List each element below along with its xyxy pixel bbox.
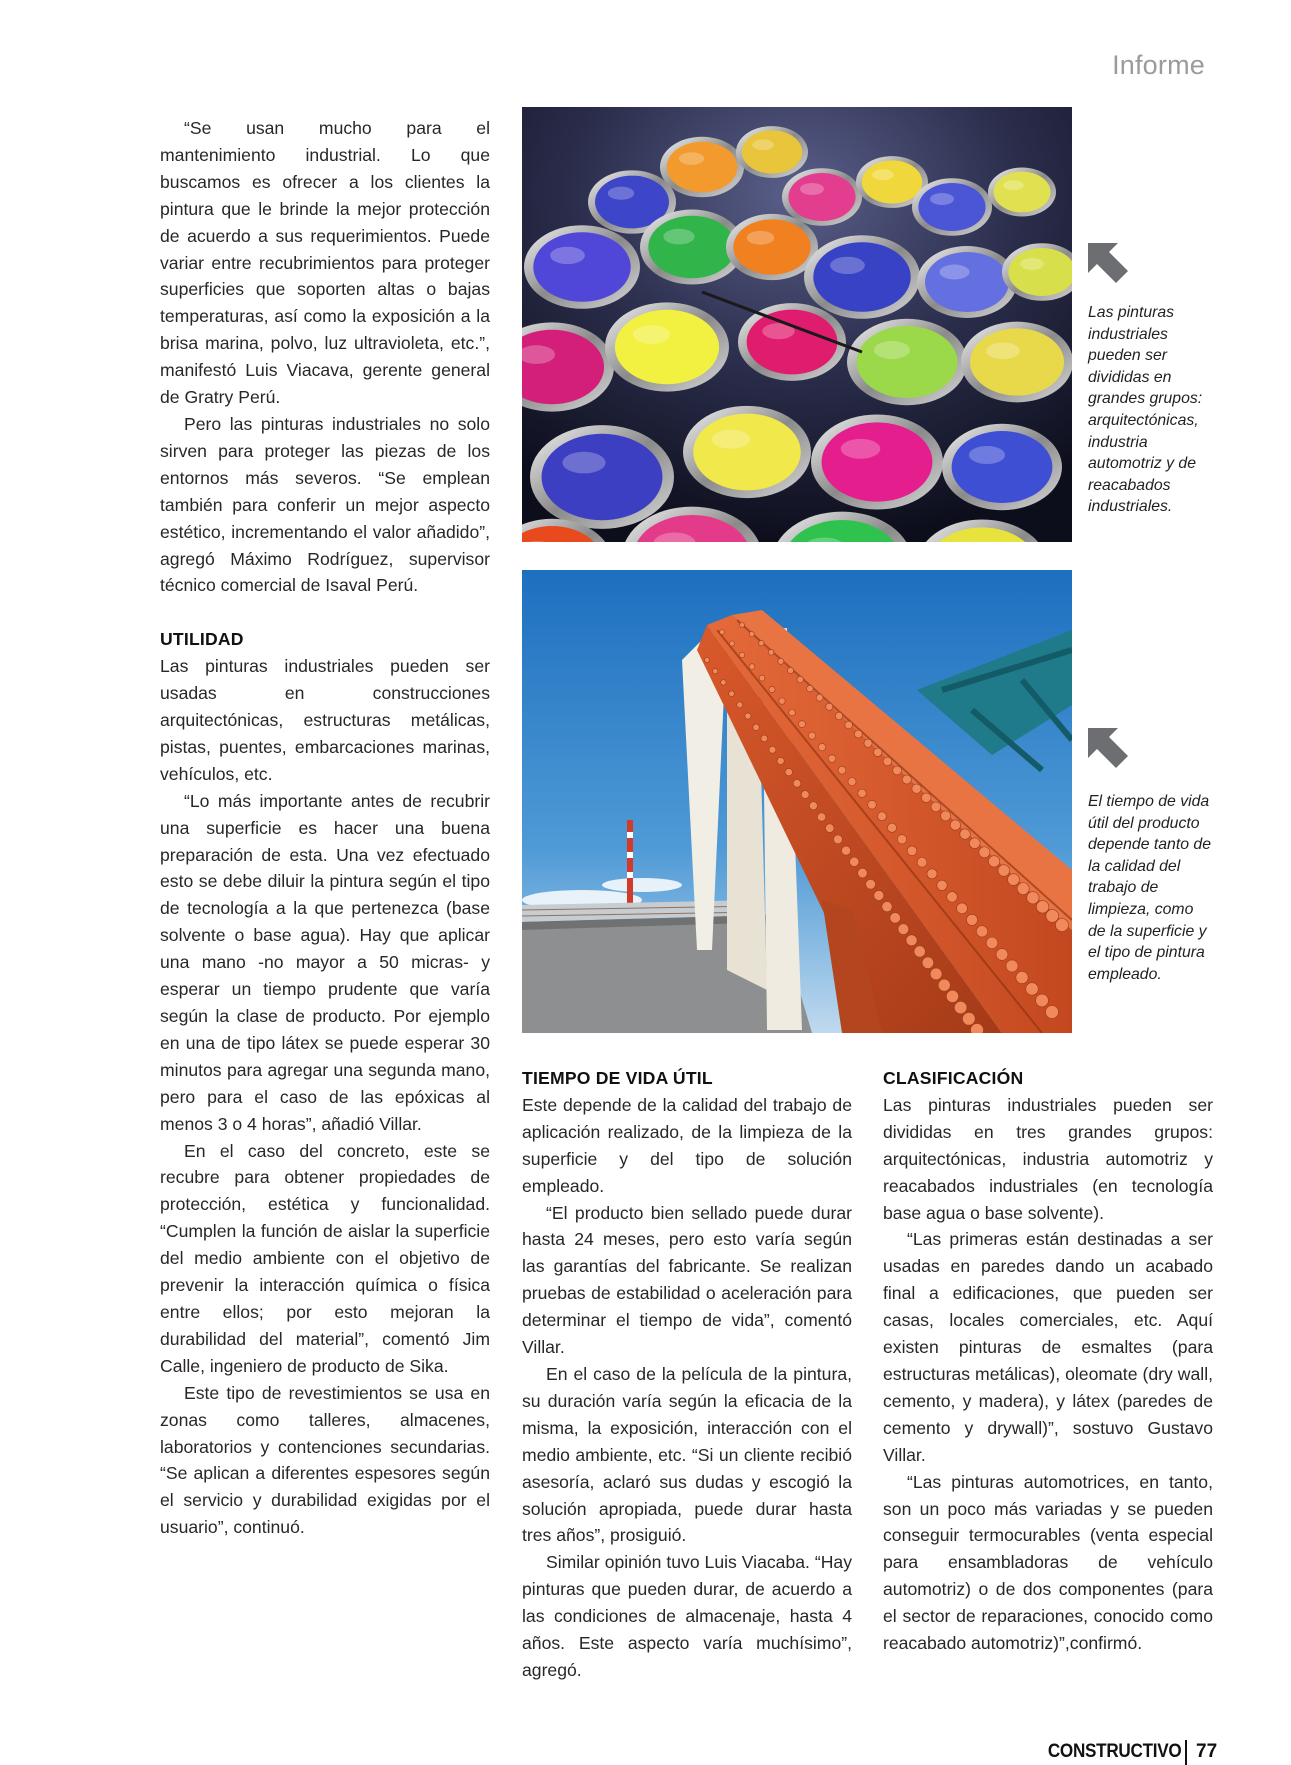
page-number: 77 [1196,1741,1218,1762]
magazine-brand: CONSTRUCTIVO [1047,1741,1181,1762]
paragraph: “Las pinturas automotrices, en tanto, son un poco más variadas y se pueden conseguir termocurables (venta especial para ensambladoras de vehículo automotriz) o de dos componentes (para el sector de reparaciones, conocido como reacabado automotriz)”,confirmó. [883,1471,1213,1654]
section-heading-clasificacion: CLASIFICACIÓN [883,1068,1024,1088]
section-heading-utilidad: UTILIDAD [160,629,244,650]
arrow-up-left-icon [1088,243,1130,290]
paragraph: En el caso de la película de la pintura, su duración varía según la eficacia de la misma, la exposición, interacción con el medio ambiente, etc. “Si un cliente recibió asesoría, aclaró sus dudas y escogió la solución apropiada, puede durar hasta tres años”, prosiguió. [522,1363,852,1546]
paragraph: Las pinturas industriales pueden ser divididas en tres grandes grupos: arquitectónicas, industria automotriz y reacabados industriales (en tecnología base agua o base solvente). [883,1094,1213,1223]
paragraph: “El producto bien sellado puede durar hasta 24 meses, pero esto varía según las garantías del fabricante. Se realizan pruebas de estabilidad o aceleración para determinar el tiempo de vida”, comentó Villar. [522,1202,852,1358]
section-heading-tiempo: TIEMPO DE VIDA ÚTIL [522,1068,713,1088]
paragraph: “Las primeras están destinadas a ser usadas en paredes dando un acabado final a edificaciones, que pueden ser casas, locales comerciales, etc. Aquí existen pinturas de esmaltes (para estructuras metálicas), oleomate (dry wall, cemento, y madera), y látex (paredes de cemento y drywall)”, sostuvo Gustavo Villar. [883,1229,1213,1465]
left-column [160,115,490,1541]
section-label: Informe [1112,50,1205,80]
middle-column [522,1065,852,1684]
right-column [883,1065,1213,1657]
paragraph: “Se usan mucho para el mantenimiento industrial. Lo que buscamos es ofrecer a los clientes la pintura que le brinde la mejor protección de acuerdo a sus requerimientos. Puede variar entre recubrimientos para proteger superficies que soporten altas o bajas temperaturas, así como la exposición a la brisa marina, polvo, luz ultravioleta, etc.”, manifestó Luis Viacava, gerente general de Gratry Perú. [160,118,490,408]
paint-cans-photo [522,107,1072,542]
paragraph: Pero las pinturas industriales no solo sirven para proteger las piezas de los entornos más severos. “Se emplean también para conferir un mejor aspecto estético, incrementando el valor añadido”, agregó Máximo Rodríguez, supervisor técnico comercial de Isaval Perú. [160,413,490,596]
paragraph: Este depende de la calidad del trabajo de aplicación realizado, de la limpieza de la superficie y del tipo de solución empleado. [522,1094,852,1196]
paragraph: Similar opinión tuvo Luis Viacaba. “Hay pinturas que pueden durar, de acuerdo a las condiciones de almacenaje, hasta 4 años. Este aspecto varía muchísimo”, agregó. [522,1552,852,1680]
paragraph: Este tipo de revestimientos se usa en zonas como talleres, almacenes, laboratorios y contenciones secundarias. “Se aplican a diferentes espesores según el servicio y durabilidad exigidas por el usuario”, continuó. [160,1382,490,1538]
paragraph: Las pinturas industriales pueden ser usadas en construcciones arquitectónicas, estructuras metálicas, pistas, puentes, embarcaciones marinas, vehículos, etc. [160,656,490,784]
paragraph: En el caso del concreto, este se recubre para obtener propiedades de protección, estética y funcionalidad. “Cumplen la función de aislar la superficie del medio ambiente con el objetivo de prevenir la interacción química o física entre ellos; por esto mejoran la durabilidad del material”, comentó Jim Calle, ingeniero de producto de Sika. [160,1140,490,1376]
photo-caption: Las pinturas industriales pueden ser divididas en grandes grupos: arquitectónicas, industria automotriz y de reacabados industriales. [1088,304,1203,516]
photo-caption: El tiempo de vida útil del producto depende tanto de la calidad del trabajo de limpieza, como de la superficie y el tipo de pintura empleado. [1088,793,1211,983]
arrow-up-left-icon [1088,728,1130,775]
bridge-photo [522,570,1072,1033]
footer-divider [1185,1740,1187,1765]
paragraph: “Lo más importante antes de recubrir una superficie es hacer una buena preparación de esta. Una vez efectuado esto se debe diluir la pintura según el tipo de tecnología a la que pertenezca (base solvente o base agua). Hay que aplicar una mano -no mayor a 50 micras- y esperar un tiempo prudente que varía según la clase de producto. Por ejemplo en una de tipo látex se puede esperar 30 minutos para agregar una segunda mano, pero para el caso de las epóxicas al menos 3 o 4 horas”, añadió Villar. [160,790,490,1134]
